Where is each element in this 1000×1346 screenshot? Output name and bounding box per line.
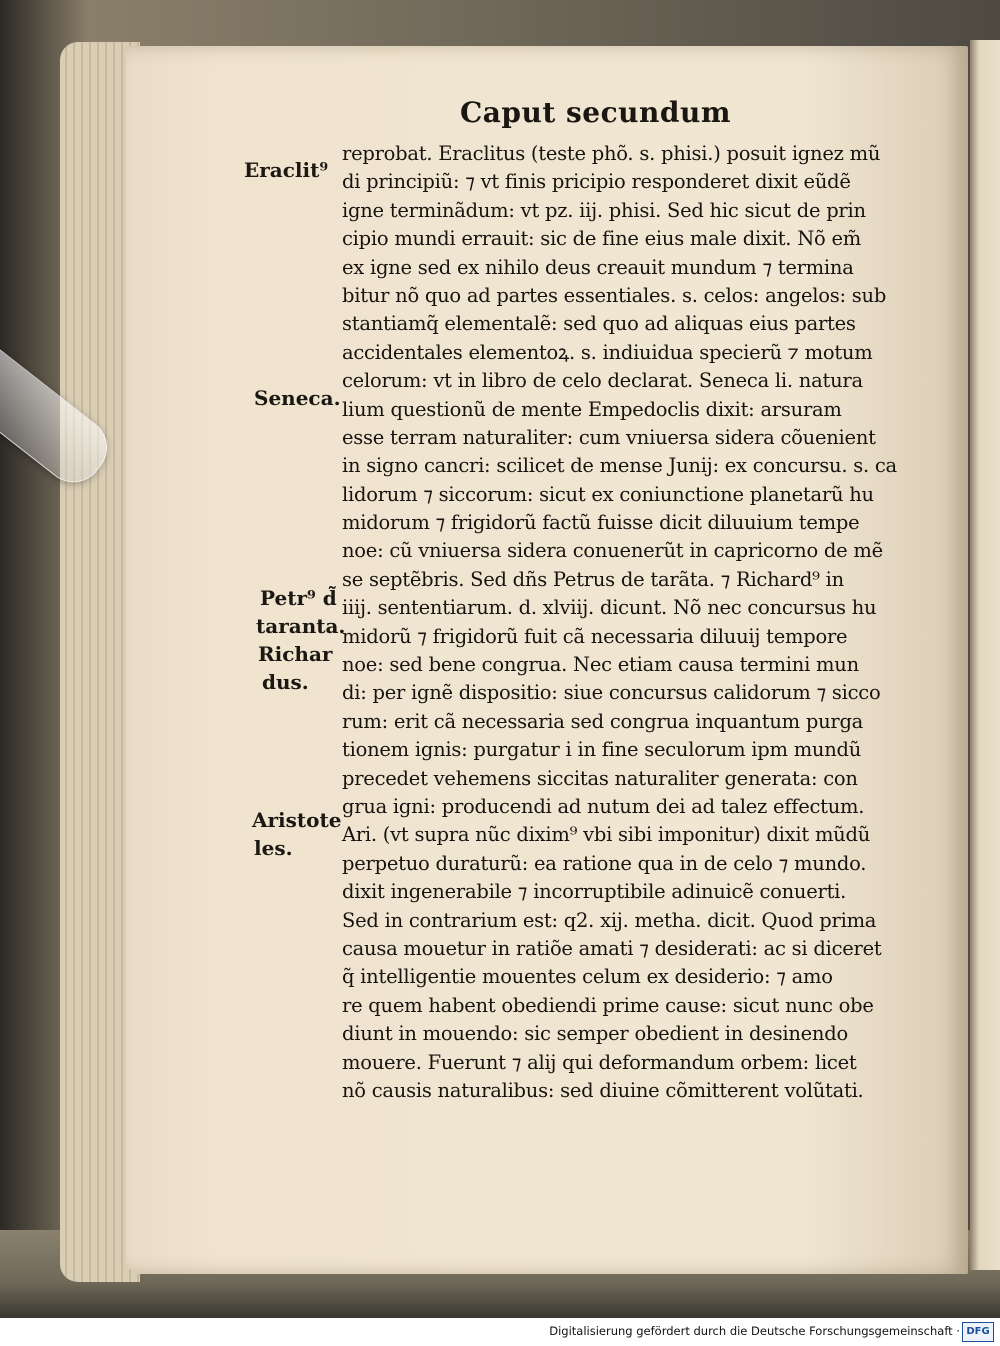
text-line: cipio mundi errauit: sic de fine eius male dixit. Nõ em̃ (342, 227, 861, 251)
margin-note-richardus: Richar (258, 642, 333, 666)
text-line: mouere. Fuerunt ⁊ alij qui deformandum orbem: licet (342, 1050, 857, 1074)
text-line: re quem habent obediendi prime cause: sicut nunc obe (342, 993, 874, 1017)
body-text (342, 140, 942, 1105)
margin-note-eraclitus: Eraclit⁹ (244, 158, 329, 182)
text-line: celorum: vt in libro de celo declarat. Seneca li. natura (342, 369, 863, 393)
text-line: noe: cũ vniuersa sidera conuenerũt in capricorno de mẽ (342, 539, 883, 563)
text-line: in signo cancri: scilicet de mense Junij: ex concursu. s. ca (342, 454, 897, 478)
text-line: noe: sed bene congrua. Nec etiam causa termini mun (342, 653, 859, 677)
text-line: lium questionũ de mente Empedoclis dixit: arsuram (342, 397, 842, 421)
text-line: midorum ⁊ frigidorũ factũ fuisse dicit diluuium tempe (342, 511, 860, 535)
dfg-logo-icon: DFG (962, 1322, 994, 1342)
margin-note-dus: dus. (262, 670, 309, 694)
text-line: Ari. (vt supra nũc dixim⁹ vbi sibi imponitur) dixit mũdũ (342, 823, 871, 847)
text-line: di principiũ: ⁊ vt finis pricipio responderet dixit eũdẽ (342, 170, 851, 194)
chapter-heading: Caput secundum (460, 96, 731, 129)
margin-note-les: les. (254, 836, 293, 860)
footer-credit: Digitalisierung gefördert durch die Deutsche Forschungsgemeinschaft · (549, 1324, 960, 1338)
text-line: midorũ ⁊ frigidorũ fuit cã necessaria diluuij tempore (342, 624, 848, 648)
text-line: lidorum ⁊ siccorum: sicut ex coniunctione planetarũ hu (342, 482, 874, 506)
text-line: reprobat. Eraclitus (teste phõ. s. phisi.) posuit ignez mũ (342, 142, 881, 165)
text-line: precedet vehemens siccitas naturaliter generata: con (342, 766, 858, 790)
text-line: stantiamq̃ elementalẽ: sed quo ad aliquas eius partes (342, 312, 856, 336)
margin-note-aristoteles: Aristote (252, 808, 342, 832)
text-line: q̃ intelligentie mouentes celum ex desiderio: ⁊ amo (342, 965, 833, 989)
facing-page (970, 40, 1000, 1270)
margin-note-petrus: Petr⁹ d̃ (260, 586, 337, 610)
text-line: grua igni: producendi ad nutum dei ad talez effectum. (342, 794, 865, 818)
text-line: se septẽbris. Sed dñs Petrus de tarãta. ⁊ Richard⁹ in (342, 567, 844, 591)
text-line: di: per ignẽ dispositio: siue concursus calidorum ⁊ sicco (342, 681, 881, 705)
text-line: iiij. sententiarum. d. xlviij. dicunt. Nõ nec concursus hu (342, 596, 877, 620)
footer-bar (0, 1318, 1000, 1346)
text-line: causa mouetur in ratiõe amati ⁊ desiderati: ac si diceret (342, 936, 882, 960)
margin-note-seneca: Seneca. (254, 386, 341, 410)
text-line: dixit ingenerabile ⁊ incorruptibile adinuicẽ conuerti. (342, 880, 847, 904)
text-line: esse terram naturaliter: cum vniuersa sidera cõuenient (342, 425, 876, 449)
text-line: tionem ignis: purgatur i in fine seculorum ipm mundũ (342, 738, 862, 762)
text-line: rum: erit cã necessaria sed congrua inquantum purga (342, 709, 864, 733)
text-line: nõ causis naturalibus: sed diuine cõmitterent volũtati. (342, 1078, 864, 1102)
text-line: igne terminãdum: vt pz. iij. phisi. Sed hic sicut de prin (342, 198, 866, 222)
text-line: diunt in mouendo: sic semper obedient in desinendo (342, 1022, 848, 1046)
text-line: Sed in contrarium est: q2. xij. metha. dicit. Quod prima (342, 908, 877, 932)
text-line: accidentales elementoꝝ. s. indiuidua specierũ ⁊ motum (342, 340, 873, 364)
text-line: bitur nõ quo ad partes essentiales. s. celos: angelos: sub (342, 283, 887, 307)
text-line: perpetuo duraturũ: ea ratione qua in de celo ⁊ mundo. (342, 851, 867, 875)
text-line: ex igne sed ex nihilo deus creauit mundum ⁊ termina (342, 255, 854, 279)
margin-note-taranta: taranta. (256, 614, 346, 638)
